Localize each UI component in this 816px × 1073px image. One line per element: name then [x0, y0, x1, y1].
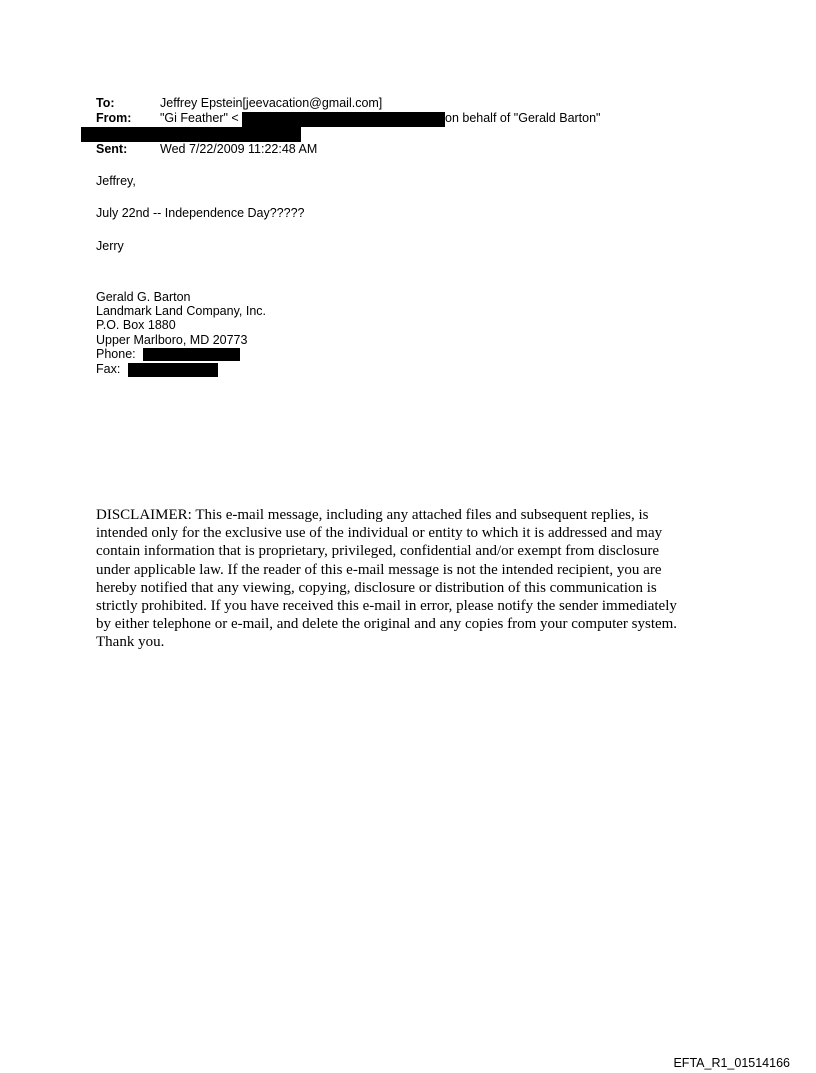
redaction-bar-from-email	[242, 112, 445, 127]
to-value: Jeffrey Epstein[jeevacation@gmail.com]	[160, 96, 383, 110]
disclaimer-line: contain information that is proprietary, privileged, confidential and/or exempt from disclosure	[96, 543, 660, 560]
signature-phone-label: Phone:	[96, 347, 136, 361]
disclaimer-line: Thank you.	[96, 634, 165, 651]
document-id: EFTA_R1_01514166	[673, 1056, 790, 1070]
greeting: Jeffrey,	[96, 174, 136, 188]
redaction-bar-from-continued	[81, 127, 301, 142]
disclaimer-line: under applicable law. If the reader of this e-mail message is not the intended recipient, you are	[96, 561, 662, 578]
disclaimer-line: hereby notified that any viewing, copying, disclosure or distribution of this communication is	[96, 579, 657, 596]
signature-fax-label: Fax:	[96, 362, 121, 376]
from-label: From:	[96, 111, 132, 125]
from-value-end: on behalf of "Gerald Barton"	[445, 111, 601, 125]
redaction-bar-fax	[128, 363, 218, 377]
signature-name: Gerald G. Barton	[96, 290, 191, 304]
redaction-bar-phone	[143, 348, 240, 361]
sent-label: Sent:	[96, 142, 128, 156]
to-row	[96, 96, 382, 111]
to-label: To:	[96, 96, 115, 110]
disclaimer-line: intended only for the exclusive use of the individual or entity to which it is addressed and may	[96, 525, 663, 542]
from-value-end-row	[445, 111, 601, 126]
from-row	[96, 111, 239, 126]
from-value-start: "Gi Feather" <	[160, 111, 239, 125]
disclaimer	[96, 506, 716, 652]
disclaimer-line: strictly prohibited. If you have received this e-mail in error, please notify the sender immediately	[96, 598, 677, 615]
sent-value: Wed 7/22/2009 11:22:48 AM	[160, 142, 318, 156]
disclaimer-line: by either telephone or e-mail, and delete the original and any copies from your computer system.	[96, 616, 678, 633]
signature-city: Upper Marlboro, MD 20773	[96, 333, 248, 347]
closing: Jerry	[96, 239, 124, 253]
disclaimer-line: DISCLAIMER: This e-mail message, including any attached files and subsequent replies, is	[96, 507, 649, 523]
message-text: July 22nd -- Independence Day?????	[96, 206, 305, 220]
signature-company: Landmark Land Company, Inc.	[96, 304, 267, 318]
signature-po-box: P.O. Box 1880	[96, 318, 176, 332]
sent-row	[96, 142, 317, 157]
